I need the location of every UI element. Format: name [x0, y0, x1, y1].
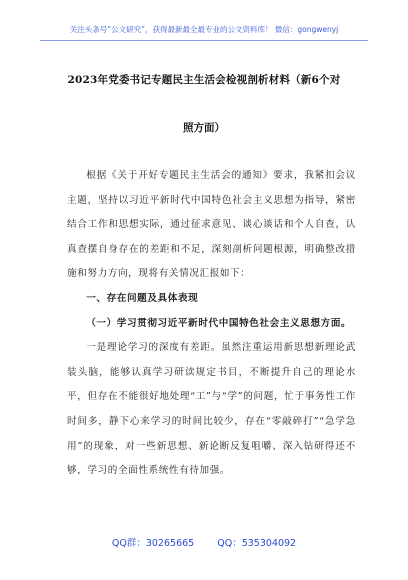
section-heading: 一、存在问题及具体表现: [86, 292, 199, 304]
footer-qq-group: QQ群：30265665: [111, 538, 195, 549]
document-title-continued: 照方面）: [183, 122, 225, 134]
footer-contacts: [0, 535, 408, 549]
subsection-heading: （一）学习贯彻习近平新时代中国特色社会主义思想方面。: [86, 317, 352, 329]
header-divider: [40, 40, 368, 41]
document-body: [67, 164, 356, 484]
header-promo-text: 关注头条号“公文研究”，获得最新最全最专业的公文资料库！ 微信：gongwenyj: [69, 25, 339, 34]
body-paragraph: 一是理论学习的深度有差距。虽然注重运用新思想新理论武装头脑，能够认真学习研读规定书目，不断提升自己的理论水平，但存在不能很好地处理“工”与“学”的问题，忙于事务性工作时间多，静下心来学习的时间比较少，存在“零敲碎打”“急学急用”的现象，对一些新思想、新论断反复咀嚼、深入钻研得还不够，学习的全面性系统性有待加强。: [67, 342, 356, 477]
document-title: 2023年党委书记专题民主生活会检视剖析材料（新6个对: [67, 74, 341, 86]
intro-paragraph: 根据《关于开好专题民主生活会的通知》要求，我紧扣会议主题，坚持以习近平新时代中国特色社会主义思想为指导，紧密结合工作和思想实际，通过征求意见、谈心谈话和个人自查，认真查摆自身存在的差距和不足，深刻剖析问题根源，明确整改措施和努力方向，现将有关情况汇报如下：: [67, 170, 356, 280]
footer-qq-number: QQ：535304092: [217, 538, 297, 549]
